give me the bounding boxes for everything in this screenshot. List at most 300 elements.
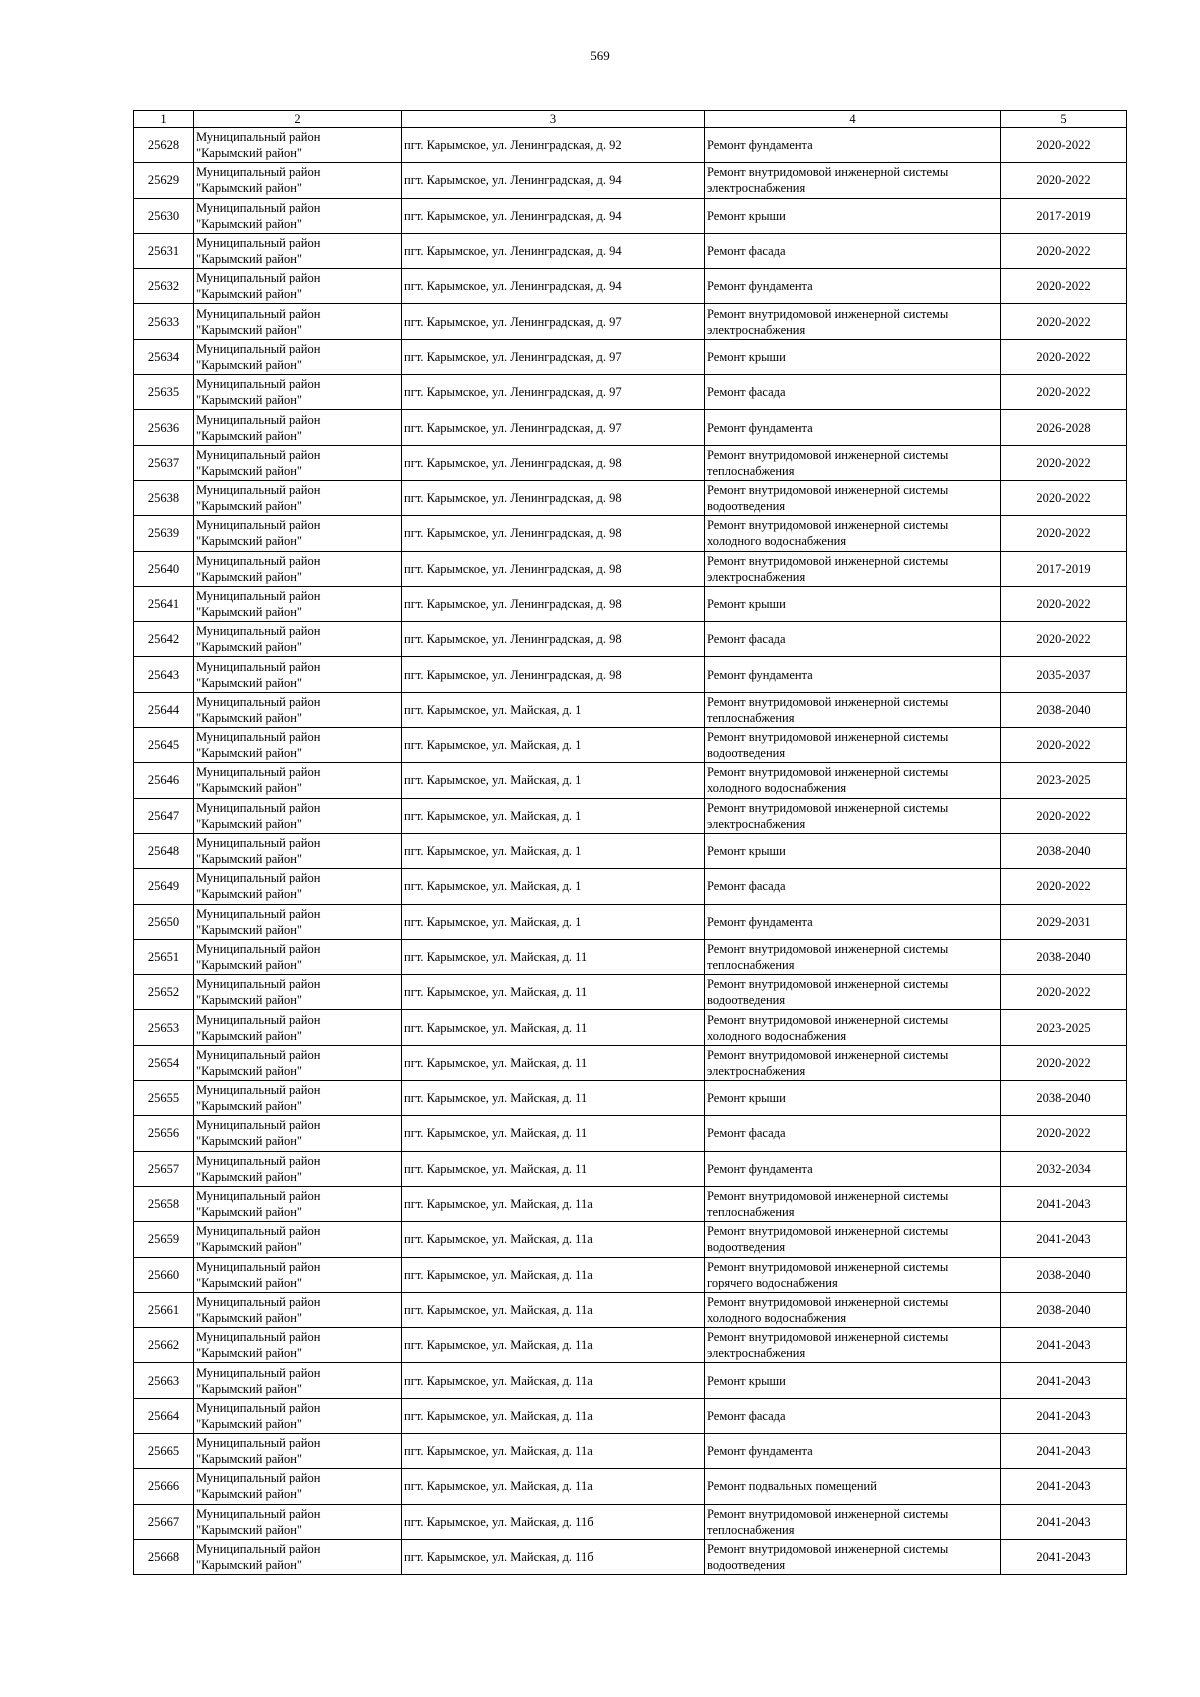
row-number-cell: 25641 [134, 586, 194, 621]
work-type-line: Ремонт фундамента [707, 1444, 813, 1459]
municipality-cell [194, 833, 402, 868]
municipality-line: Муниципальный район [196, 130, 321, 145]
row-number-cell: 25664 [134, 1398, 194, 1433]
work-type-line: Ремонт фасада [707, 1408, 786, 1423]
municipality-cell [194, 728, 402, 763]
work-type-line: теплоснабжения [707, 1522, 795, 1537]
municipality-cell [194, 1363, 402, 1398]
table-row [134, 410, 1127, 445]
municipality-line: Муниципальный район [196, 447, 321, 462]
period-cell: 2020-2022 [1001, 480, 1127, 515]
work-type-line: Ремонт фасада [707, 1126, 786, 1141]
municipality-cell [194, 1539, 402, 1574]
municipality-line: "Карымский район" [196, 1487, 303, 1502]
municipality-cell [194, 1151, 402, 1186]
header-col-2: 2 [194, 111, 402, 128]
period-cell: 2041-2043 [1001, 1222, 1127, 1257]
work-type-cell [705, 1292, 1001, 1327]
work-type-cell [705, 1151, 1001, 1186]
table-row [134, 657, 1127, 692]
work-type-line: Ремонт внутридомовой инженерной системы [707, 1047, 949, 1062]
row-number-cell: 25665 [134, 1433, 194, 1468]
work-type-line: Ремонт фундамента [707, 420, 813, 435]
work-type-line: электроснабжения [707, 1346, 806, 1361]
work-type-cell [705, 586, 1001, 621]
work-type-cell [705, 904, 1001, 939]
work-type-line: теплоснабжения [707, 1205, 795, 1220]
work-type-cell [705, 410, 1001, 445]
work-type-line: Ремонт внутридомовой инженерной системы [707, 447, 949, 462]
work-type-line: холодного водоснабжения [707, 1310, 847, 1325]
work-type-line: Ремонт фасада [707, 879, 786, 894]
address-cell: пгт. Карымское, ул. Майская, д. 11а [402, 1292, 705, 1327]
work-type-line: Ремонт внутридомовой инженерной системы [707, 694, 949, 709]
work-type-cell [705, 692, 1001, 727]
table-row [134, 339, 1127, 374]
work-type-cell [705, 833, 1001, 868]
work-type-line: Ремонт внутридомовой инженерной системы [707, 1259, 949, 1274]
work-type-line: Ремонт фундамента [707, 1161, 813, 1176]
work-type-cell [705, 763, 1001, 798]
municipality-cell [194, 233, 402, 268]
municipality-line: "Карымский район" [196, 922, 303, 937]
work-type-line: теплоснабжения [707, 957, 795, 972]
municipality-line: "Карымский район" [196, 993, 303, 1008]
municipality-line: "Карымский район" [196, 1452, 303, 1467]
period-cell: 2020-2022 [1001, 975, 1127, 1010]
row-number-cell: 25634 [134, 339, 194, 374]
work-type-line: Ремонт крыши [707, 1091, 786, 1106]
work-type-cell [705, 1363, 1001, 1398]
work-type-cell [705, 1539, 1001, 1574]
work-type-line: Ремонт внутридомовой инженерной системы [707, 483, 949, 498]
row-number-cell: 25628 [134, 128, 194, 163]
period-cell: 2041-2043 [1001, 1328, 1127, 1363]
address-cell: пгт. Карымское, ул. Майская, д. 1 [402, 904, 705, 939]
municipality-line: Муниципальный район [196, 659, 321, 674]
municipality-line: Муниципальный район [196, 1471, 321, 1486]
work-type-line: Ремонт внутридомовой инженерной системы [707, 765, 949, 780]
address-cell: пгт. Карымское, ул. Ленинградская, д. 98 [402, 622, 705, 657]
table-row [134, 975, 1127, 1010]
period-cell: 2020-2022 [1001, 375, 1127, 410]
municipality-cell [194, 375, 402, 410]
work-type-cell [705, 622, 1001, 657]
table-row [134, 1116, 1127, 1151]
table-row [134, 1328, 1127, 1363]
work-type-cell [705, 163, 1001, 198]
header-row [134, 111, 1127, 128]
work-type-line: холодного водоснабжения [707, 1028, 847, 1043]
municipality-line: Муниципальный район [196, 1224, 321, 1239]
municipality-line: "Карымский район" [196, 357, 303, 372]
work-type-cell [705, 128, 1001, 163]
header-col-4: 4 [705, 111, 1001, 128]
municipality-line: "Карымский район" [196, 569, 303, 584]
period-cell: 2026-2028 [1001, 410, 1127, 445]
table-row [134, 1363, 1127, 1398]
period-cell: 2020-2022 [1001, 622, 1127, 657]
row-number-cell: 25660 [134, 1257, 194, 1292]
table-row [134, 833, 1127, 868]
table-row [134, 1151, 1127, 1186]
table-row [134, 1433, 1127, 1468]
municipality-line: Муниципальный район [196, 412, 321, 427]
municipality-cell [194, 1433, 402, 1468]
table-header [134, 111, 1127, 128]
work-type-line: Ремонт крыши [707, 349, 786, 364]
row-number-cell: 25647 [134, 798, 194, 833]
work-type-line: Ремонт внутридомовой инженерной системы [707, 518, 949, 533]
work-type-line: водоотведения [707, 993, 786, 1008]
row-number-cell: 25635 [134, 375, 194, 410]
work-type-cell [705, 551, 1001, 586]
municipality-line: Муниципальный район [196, 800, 321, 815]
municipality-cell [194, 1045, 402, 1080]
address-cell: пгт. Карымское, ул. Ленинградская, д. 98 [402, 586, 705, 621]
row-number-cell: 25631 [134, 233, 194, 268]
row-number-cell: 25667 [134, 1504, 194, 1539]
work-type-line: Ремонт фасада [707, 244, 786, 259]
municipality-line: "Карымский район" [196, 1381, 303, 1396]
table-row [134, 904, 1127, 939]
work-type-line: Ремонт внутридомовой инженерной системы [707, 1542, 949, 1557]
municipality-line: Муниципальный район [196, 589, 321, 603]
municipality-cell [194, 445, 402, 480]
municipality-line: "Карымский район" [196, 1275, 303, 1290]
municipality-cell [194, 1081, 402, 1116]
row-number-cell: 25639 [134, 516, 194, 551]
period-cell: 2017-2019 [1001, 198, 1127, 233]
municipality-cell [194, 1292, 402, 1327]
period-cell: 2041-2043 [1001, 1504, 1127, 1539]
municipality-line: Муниципальный район [196, 306, 321, 321]
municipality-line: "Карымский район" [196, 1346, 303, 1361]
work-type-cell [705, 1398, 1001, 1433]
table-row [134, 1469, 1127, 1504]
table-row [134, 1045, 1127, 1080]
table-row [134, 728, 1127, 763]
municipality-line: "Карымский район" [196, 710, 303, 725]
municipality-line: "Карымский район" [196, 216, 303, 231]
municipality-line: Муниципальный район [196, 200, 321, 215]
work-type-line: Ремонт фундамента [707, 279, 813, 294]
municipality-line: Муниципальный район [196, 236, 321, 251]
municipality-line: "Карымский район" [196, 287, 303, 302]
municipality-line: Муниципальный район [196, 377, 321, 392]
period-cell: 2041-2043 [1001, 1186, 1127, 1221]
work-type-line: Ремонт внутридомовой инженерной системы [707, 1189, 949, 1204]
municipality-line: "Карымский район" [196, 816, 303, 831]
municipality-cell [194, 1328, 402, 1363]
table-row [134, 1186, 1127, 1221]
address-cell: пгт. Карымское, ул. Майская, д. 11 [402, 1010, 705, 1045]
address-cell: пгт. Карымское, ул. Ленинградская, д. 97 [402, 304, 705, 339]
address-cell: пгт. Карымское, ул. Майская, д. 11 [402, 1116, 705, 1151]
municipality-line: Муниципальный район [196, 624, 321, 639]
work-type-line: электроснабжения [707, 569, 806, 584]
municipality-line: Муниципальный район [196, 977, 321, 992]
row-number-cell: 25638 [134, 480, 194, 515]
municipality-cell [194, 869, 402, 904]
municipality-line: Муниципальный район [196, 1436, 321, 1451]
period-cell: 2038-2040 [1001, 833, 1127, 868]
address-cell: пгт. Карымское, ул. Майская, д. 11а [402, 1433, 705, 1468]
municipality-cell [194, 269, 402, 304]
address-cell: пгт. Карымское, ул. Майская, д. 11а [402, 1469, 705, 1504]
municipality-cell [194, 1257, 402, 1292]
period-cell: 2020-2022 [1001, 1045, 1127, 1080]
municipality-line: Муниципальный район [196, 553, 321, 568]
municipality-cell [194, 975, 402, 1010]
work-type-line: холодного водоснабжения [707, 781, 847, 796]
period-cell: 2020-2022 [1001, 798, 1127, 833]
municipality-line: Муниципальный район [196, 836, 321, 851]
municipality-line: Муниципальный район [196, 1083, 321, 1098]
row-number-cell: 25643 [134, 657, 194, 692]
address-cell: пгт. Карымское, ул. Майская, д. 1 [402, 692, 705, 727]
municipality-line: "Карымский район" [196, 675, 303, 690]
period-cell: 2029-2031 [1001, 904, 1127, 939]
address-cell: пгт. Карымское, ул. Майская, д. 11 [402, 975, 705, 1010]
row-number-cell: 25646 [134, 763, 194, 798]
address-cell: пгт. Карымское, ул. Майская, д. 11 [402, 1151, 705, 1186]
municipality-line: "Карымский район" [196, 499, 303, 514]
row-number-cell: 25632 [134, 269, 194, 304]
municipality-cell [194, 1010, 402, 1045]
address-cell: пгт. Карымское, ул. Майская, д. 1 [402, 869, 705, 904]
address-cell: пгт. Карымское, ул. Майская, д. 11а [402, 1186, 705, 1221]
work-type-cell [705, 1081, 1001, 1116]
municipality-line: "Карымский район" [196, 181, 303, 196]
work-type-line: Ремонт внутридомовой инженерной системы [707, 1224, 949, 1239]
municipality-cell [194, 798, 402, 833]
row-number-cell: 25655 [134, 1081, 194, 1116]
period-cell: 2023-2025 [1001, 1010, 1127, 1045]
municipality-line: Муниципальный район [196, 1189, 321, 1204]
work-type-line: Ремонт внутридомовой инженерной системы [707, 730, 949, 745]
work-type-line: Ремонт внутридомовой инженерной системы [707, 1012, 949, 1027]
period-cell: 2020-2022 [1001, 339, 1127, 374]
municipality-line: "Карымский район" [196, 252, 303, 267]
header-col-3: 3 [402, 111, 705, 128]
work-type-line: теплоснабжения [707, 710, 795, 725]
municipality-line: Муниципальный район [196, 871, 321, 886]
work-type-cell [705, 1116, 1001, 1151]
municipality-line: "Карымский район" [196, 393, 303, 408]
municipality-line: Муниципальный район [196, 271, 321, 286]
work-type-cell [705, 1433, 1001, 1468]
row-number-cell: 25653 [134, 1010, 194, 1045]
work-type-line: Ремонт внутридомовой инженерной системы [707, 306, 949, 321]
address-cell: пгт. Карымское, ул. Ленинградская, д. 94 [402, 163, 705, 198]
work-type-cell [705, 1469, 1001, 1504]
table-row [134, 516, 1127, 551]
work-type-line: Ремонт крыши [707, 844, 786, 859]
municipality-line: Муниципальный район [196, 1047, 321, 1062]
municipality-cell [194, 1116, 402, 1151]
address-cell: пгт. Карымское, ул. Ленинградская, д. 97 [402, 375, 705, 410]
municipality-cell [194, 1469, 402, 1504]
table-row [134, 269, 1127, 304]
address-cell: пгт. Карымское, ул. Майская, д. 11б [402, 1539, 705, 1574]
municipality-cell [194, 586, 402, 621]
work-type-cell [705, 657, 1001, 692]
municipality-line: Муниципальный район [196, 730, 321, 745]
work-type-cell [705, 233, 1001, 268]
row-number-cell: 25661 [134, 1292, 194, 1327]
municipality-line: "Карымский район" [196, 1240, 303, 1255]
work-type-line: Ремонт внутридомовой инженерной системы [707, 941, 949, 956]
row-number-cell: 25648 [134, 833, 194, 868]
period-cell: 2032-2034 [1001, 1151, 1127, 1186]
municipality-line: Муниципальный район [196, 941, 321, 956]
table-row [134, 692, 1127, 727]
municipality-line: "Карымский район" [196, 1099, 303, 1114]
row-number-cell: 25657 [134, 1151, 194, 1186]
period-cell: 2020-2022 [1001, 728, 1127, 763]
work-type-cell [705, 375, 1001, 410]
address-cell: пгт. Карымское, ул. Майская, д. 1 [402, 833, 705, 868]
municipality-line: Муниципальный район [196, 341, 321, 356]
address-cell: пгт. Карымское, ул. Ленинградская, д. 94 [402, 198, 705, 233]
work-type-cell [705, 198, 1001, 233]
table-row [134, 1504, 1127, 1539]
municipality-line: Муниципальный район [196, 1330, 321, 1345]
work-type-line: водоотведения [707, 499, 786, 514]
table-row [134, 480, 1127, 515]
period-cell: 2020-2022 [1001, 163, 1127, 198]
work-type-cell [705, 339, 1001, 374]
address-cell: пгт. Карымское, ул. Майская, д. 11 [402, 939, 705, 974]
municipality-cell [194, 128, 402, 163]
work-type-line: электроснабжения [707, 181, 806, 196]
municipality-cell [194, 304, 402, 339]
period-cell: 2020-2022 [1001, 445, 1127, 480]
table-row [134, 1010, 1127, 1045]
work-type-line: водоотведения [707, 746, 786, 761]
address-cell: пгт. Карымское, ул. Ленинградская, д. 98 [402, 551, 705, 586]
work-type-cell [705, 1504, 1001, 1539]
municipality-line: Муниципальный район [196, 1365, 321, 1380]
address-cell: пгт. Карымское, ул. Майская, д. 1 [402, 728, 705, 763]
row-number-cell: 25649 [134, 869, 194, 904]
period-cell: 2020-2022 [1001, 516, 1127, 551]
address-cell: пгт. Карымское, ул. Ленинградская, д. 97 [402, 339, 705, 374]
work-type-line: Ремонт крыши [707, 597, 786, 611]
work-type-cell [705, 939, 1001, 974]
row-number-cell: 25645 [134, 728, 194, 763]
work-type-cell [705, 728, 1001, 763]
work-type-cell [705, 1328, 1001, 1363]
row-number-cell: 25650 [134, 904, 194, 939]
row-number-cell: 25659 [134, 1222, 194, 1257]
table-row [134, 163, 1127, 198]
period-cell: 2020-2022 [1001, 304, 1127, 339]
table-row [134, 1081, 1127, 1116]
table-row [134, 1292, 1127, 1327]
period-cell: 2041-2043 [1001, 1398, 1127, 1433]
municipality-cell [194, 692, 402, 727]
municipality-line: Муниципальный район [196, 765, 321, 780]
municipality-line: Муниципальный район [196, 165, 321, 180]
table-row [134, 198, 1127, 233]
table-row [134, 763, 1127, 798]
work-type-line: Ремонт крыши [707, 1373, 786, 1388]
municipality-cell [194, 516, 402, 551]
table-row [134, 233, 1127, 268]
municipality-line: Муниципальный район [196, 1012, 321, 1027]
work-type-line: Ремонт фасада [707, 632, 786, 647]
table-body [134, 128, 1127, 1575]
table-row [134, 1222, 1127, 1257]
work-type-cell [705, 798, 1001, 833]
municipality-cell [194, 657, 402, 692]
municipality-cell [194, 1504, 402, 1539]
row-number-cell: 25651 [134, 939, 194, 974]
municipality-line: "Карымский район" [196, 605, 303, 619]
address-cell: пгт. Карымское, ул. Майская, д. 11 [402, 1081, 705, 1116]
work-type-line: Ремонт крыши [707, 208, 786, 223]
municipality-line: Муниципальный район [196, 518, 321, 533]
table-row [134, 445, 1127, 480]
work-type-line: теплоснабжения [707, 463, 795, 478]
municipality-cell [194, 939, 402, 974]
municipality-line: Муниципальный район [196, 1294, 321, 1309]
page-number: 569 [590, 48, 610, 63]
work-type-cell [705, 975, 1001, 1010]
work-type-line: Ремонт внутридомовой инженерной системы [707, 165, 949, 180]
period-cell: 2038-2040 [1001, 1257, 1127, 1292]
work-type-cell [705, 1045, 1001, 1080]
municipality-line: "Карымский район" [196, 1310, 303, 1325]
address-cell: пгт. Карымское, ул. Ленинградская, д. 98 [402, 516, 705, 551]
period-cell: 2041-2043 [1001, 1433, 1127, 1468]
work-type-line: Ремонт фасада [707, 385, 786, 400]
table-row [134, 375, 1127, 410]
address-cell: пгт. Карымское, ул. Ленинградская, д. 98 [402, 657, 705, 692]
municipality-line: "Карымский район" [196, 887, 303, 902]
municipality-line: "Карымский район" [196, 1205, 303, 1220]
municipality-line: "Карымский район" [196, 1416, 303, 1431]
address-cell: пгт. Карымское, ул. Ленинградская, д. 92 [402, 128, 705, 163]
row-number-cell: 25668 [134, 1539, 194, 1574]
table-row [134, 622, 1127, 657]
municipality-cell [194, 622, 402, 657]
period-cell: 2020-2022 [1001, 586, 1127, 621]
address-cell: пгт. Карымское, ул. Ленинградская, д. 94 [402, 233, 705, 268]
work-type-line: электроснабжения [707, 816, 806, 831]
row-number-cell: 25658 [134, 1186, 194, 1221]
municipality-line: "Карымский район" [196, 1522, 303, 1537]
work-type-line: Ремонт фундамента [707, 138, 813, 153]
municipality-line: "Карымский район" [196, 1063, 303, 1078]
municipality-line: Муниципальный район [196, 1153, 321, 1168]
municipality-line: Муниципальный район [196, 1259, 321, 1274]
table-row [134, 304, 1127, 339]
municipality-line: "Карымский район" [196, 640, 303, 655]
municipality-cell [194, 904, 402, 939]
table-row [134, 869, 1127, 904]
municipality-line: "Карымский район" [196, 146, 303, 161]
municipality-line: Муниципальный район [196, 1542, 321, 1557]
work-type-cell [705, 516, 1001, 551]
register-table [133, 110, 1127, 1575]
period-cell: 2038-2040 [1001, 1292, 1127, 1327]
address-cell: пгт. Карымское, ул. Майская, д. 11а [402, 1398, 705, 1433]
address-cell: пгт. Карымское, ул. Ленинградская, д. 97 [402, 410, 705, 445]
header-col-5: 5 [1001, 111, 1127, 128]
